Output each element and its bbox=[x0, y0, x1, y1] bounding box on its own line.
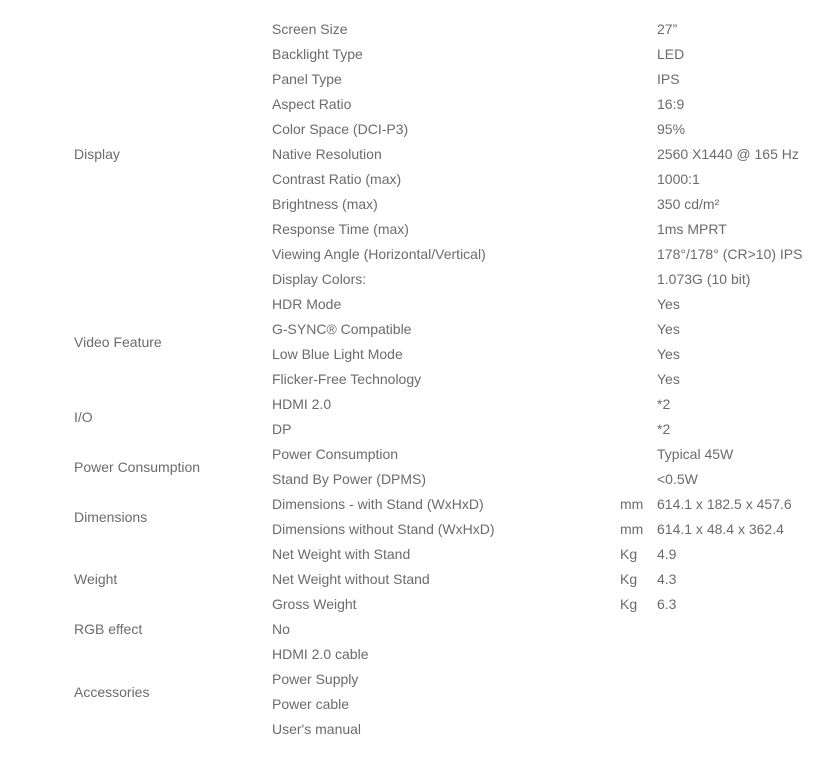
spec-feature: Low Blue Light Mode bbox=[272, 346, 403, 362]
spec-feature: Native Resolution bbox=[272, 146, 382, 162]
spec-value: 1ms MPRT bbox=[657, 221, 727, 237]
spec-unit bbox=[620, 142, 657, 167]
spec-feature: Screen Size bbox=[272, 21, 348, 37]
spec-feature: Display Colors: bbox=[272, 271, 367, 287]
spec-value: 6.3 bbox=[657, 596, 677, 612]
spec-row bbox=[0, 492, 836, 517]
spec-feature: Color Space (DCI-P3) bbox=[272, 121, 409, 137]
spec-unit bbox=[620, 442, 657, 467]
spec-feature: Power Supply bbox=[272, 671, 359, 687]
spec-value: 27” bbox=[657, 21, 678, 37]
spec-feature: Response Time (max) bbox=[272, 221, 409, 237]
spec-value: Yes bbox=[657, 321, 680, 337]
spec-category: Dimensions bbox=[74, 508, 148, 525]
spec-value: Yes bbox=[657, 346, 680, 362]
spec-value: Yes bbox=[657, 296, 680, 312]
spec-feature: User's manual bbox=[272, 721, 362, 737]
spec-value: *2 bbox=[657, 421, 671, 437]
spec-value bbox=[657, 692, 836, 717]
spec-unit bbox=[620, 217, 657, 242]
spec-value: 1.073G (10 bit) bbox=[657, 271, 751, 287]
spec-feature: Dimensions without Stand (WxHxD) bbox=[272, 521, 495, 537]
spec-unit bbox=[620, 92, 657, 117]
spec-unit bbox=[620, 692, 657, 717]
spec-unit bbox=[620, 642, 657, 667]
spec-category: Weight bbox=[74, 571, 118, 587]
spec-value: 4.3 bbox=[657, 571, 677, 587]
spec-value bbox=[657, 667, 836, 692]
spec-unit bbox=[620, 292, 657, 317]
spec-value: LED bbox=[657, 46, 685, 62]
spec-unit bbox=[620, 317, 657, 342]
spec-value: 1000:1 bbox=[657, 171, 700, 187]
spec-category: Display bbox=[74, 146, 120, 162]
spec-unit: mm bbox=[620, 521, 644, 537]
spec-feature: Panel Type bbox=[272, 71, 342, 87]
spec-feature: Net Weight without Stand bbox=[272, 571, 430, 587]
spec-unit bbox=[620, 617, 657, 642]
spec-table bbox=[0, 17, 836, 742]
spec-row bbox=[0, 642, 836, 667]
spec-feature: Viewing Angle (Horizontal/Vertical) bbox=[272, 246, 486, 262]
spec-feature: Power cable bbox=[272, 696, 350, 712]
spec-value: <0.5W bbox=[657, 471, 698, 487]
spec-unit bbox=[620, 342, 657, 367]
spec-row bbox=[0, 392, 836, 417]
spec-category: Power Consumption bbox=[74, 458, 201, 475]
spec-value: 178°/178° (CR>10) IPS bbox=[657, 246, 803, 262]
spec-row bbox=[0, 442, 836, 467]
spec-feature: HDMI 2.0 bbox=[272, 396, 332, 412]
spec-unit bbox=[620, 242, 657, 267]
spec-unit: Kg bbox=[620, 596, 638, 612]
spec-value: 350 cd/m² bbox=[657, 196, 720, 212]
spec-value: 16:9 bbox=[657, 96, 685, 112]
spec-unit: Kg bbox=[620, 546, 638, 562]
spec-unit bbox=[620, 667, 657, 692]
spec-feature: Dimensions - with Stand (WxHxD) bbox=[272, 496, 484, 512]
spec-unit bbox=[620, 17, 657, 42]
spec-feature: No bbox=[272, 621, 290, 637]
spec-unit bbox=[620, 267, 657, 292]
spec-unit bbox=[620, 167, 657, 192]
spec-feature: Brightness (max) bbox=[272, 196, 378, 212]
spec-value bbox=[657, 642, 836, 667]
spec-category: I/O bbox=[74, 408, 93, 425]
spec-value: 4.9 bbox=[657, 546, 677, 562]
spec-category: RGB effect bbox=[74, 621, 143, 637]
spec-unit bbox=[620, 42, 657, 67]
spec-unit bbox=[620, 417, 657, 442]
spec-feature: Backlight Type bbox=[272, 46, 363, 62]
spec-unit bbox=[620, 392, 657, 417]
spec-feature: G-SYNC® Compatible bbox=[272, 321, 412, 337]
spec-value: *2 bbox=[657, 396, 671, 412]
spec-value: 614.1 x 182.5 x 457.6 bbox=[657, 496, 792, 512]
spec-unit bbox=[620, 117, 657, 142]
spec-feature: Flicker-Free Technology bbox=[272, 371, 422, 387]
spec-value bbox=[657, 717, 836, 742]
spec-unit bbox=[620, 67, 657, 92]
spec-category: Video Feature bbox=[74, 333, 162, 350]
spec-value: 95% bbox=[657, 121, 686, 137]
spec-unit: mm bbox=[620, 496, 644, 512]
spec-value bbox=[657, 617, 836, 642]
spec-feature: Aspect Ratio bbox=[272, 96, 352, 112]
spec-unit bbox=[620, 717, 657, 742]
spec-value: IPS bbox=[657, 71, 680, 87]
spec-value: Yes bbox=[657, 371, 680, 387]
spec-category: Accessories bbox=[74, 683, 150, 700]
spec-value: 2560 X1440 @ 165 Hz bbox=[657, 146, 799, 162]
spec-feature: Net Weight with Stand bbox=[272, 546, 411, 562]
spec-unit bbox=[620, 467, 657, 492]
spec-feature: Power Consumption bbox=[272, 446, 399, 462]
spec-unit bbox=[620, 367, 657, 392]
spec-table-body bbox=[0, 17, 836, 742]
spec-unit bbox=[620, 192, 657, 217]
spec-feature: Stand By Power (DPMS) bbox=[272, 471, 427, 487]
spec-feature: Gross Weight bbox=[272, 596, 357, 612]
spec-row bbox=[0, 617, 836, 642]
spec-row bbox=[0, 292, 836, 317]
spec-feature: HDMI 2.0 cable bbox=[272, 646, 369, 662]
spec-row bbox=[0, 17, 836, 42]
spec-feature: DP bbox=[272, 421, 292, 437]
spec-feature: HDR Mode bbox=[272, 296, 342, 312]
spec-value: 614.1 x 48.4 x 362.4 bbox=[657, 521, 784, 537]
spec-feature: Contrast Ratio (max) bbox=[272, 171, 402, 187]
spec-row bbox=[0, 542, 836, 567]
spec-unit: Kg bbox=[620, 571, 638, 587]
spec-value: Typical 45W bbox=[657, 446, 734, 462]
